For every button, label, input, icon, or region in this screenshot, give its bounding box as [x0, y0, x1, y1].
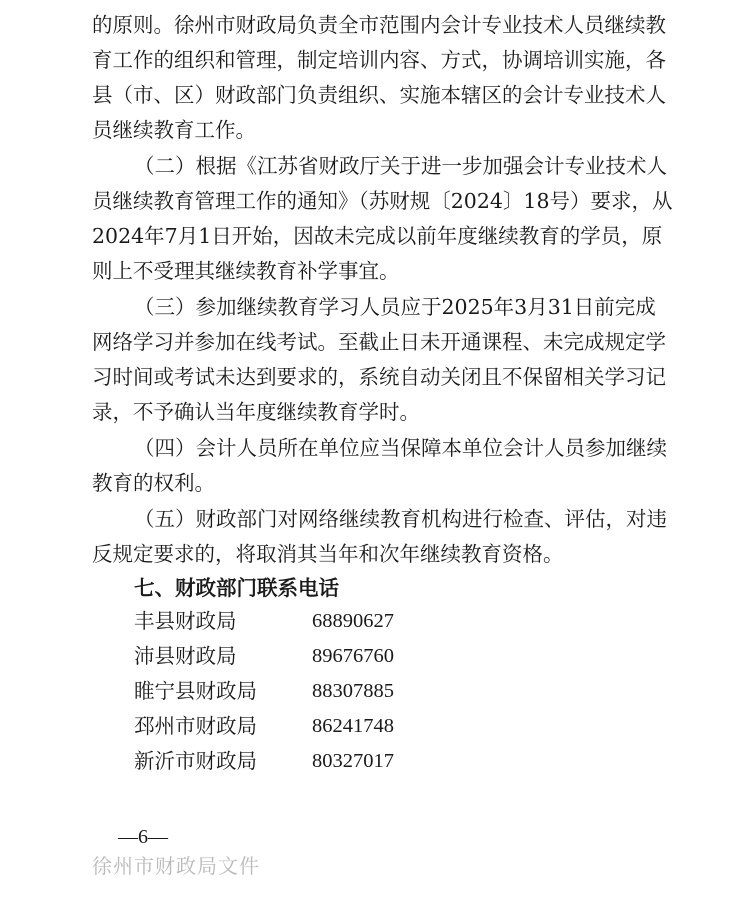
page-number: —6—: [118, 826, 168, 848]
footer-issuer: 徐州市财政局文件: [92, 854, 260, 878]
section-heading: 七、财政部门联系电话: [134, 576, 339, 600]
paragraph-line: 育工作的组织和管理，制定培训内容、方式，协调培训实施，各: [92, 48, 666, 72]
contact-phone: 88307885: [312, 680, 394, 702]
contact-name: 邳州市财政局: [134, 714, 257, 738]
paragraph-line: （三）参加继续教育学习人员应于2025年3月31日前完成: [134, 295, 656, 319]
contact-phone: 80327017: [312, 750, 394, 772]
paragraph-line: 县（市、区）财政部门负责组织、实施本辖区的会计专业技术人: [92, 83, 666, 107]
paragraph-line: 2024年7月1日开始，因故未完成以前年度继续教育的学员，原: [92, 224, 663, 248]
contact-name: 丰县财政局: [134, 609, 237, 633]
contact-name: 沛县财政局: [134, 644, 237, 668]
paragraph-line: 习时间或考试未达到要求的，系统自动关闭且不保留相关学习记: [92, 365, 666, 389]
contact-phone: 89676760: [312, 645, 394, 667]
paragraph-line: 网络学习并参加在线考试。至截止日未开通课程、未完成规定学: [92, 330, 666, 354]
contact-name: 睢宁县财政局: [134, 679, 257, 703]
paragraph-line: 反规定要求的，将取消其当年和次年继续教育资格。: [92, 542, 564, 566]
paragraph-line: 录，不予确认当年度继续教育学时。: [92, 400, 420, 424]
contact-name: 新沂市财政局: [134, 749, 257, 773]
contact-phone: 86241748: [312, 715, 394, 737]
paragraph-line: 员继续教育管理工作的通知》（苏财规〔2024〕18号）要求，从: [92, 189, 673, 213]
paragraph-line: （四）会计人员所在单位应当保障本单位会计人员参加继续: [134, 436, 667, 460]
paragraph-line: 教育的权利。: [92, 471, 215, 495]
paragraph-line: 则上不受理其继续教育补学事宜。: [92, 259, 400, 283]
paragraph-line: 的原则。徐州市财政局负责全市范围内会计专业技术人员继续教: [92, 13, 666, 37]
paragraph-line: （五）财政部门对网络继续教育机构进行检查、评估，对违: [134, 507, 667, 531]
paragraph-line: （二）根据《江苏省财政厅关于进一步加强会计专业技术人: [134, 154, 667, 178]
contact-phone: 68890627: [312, 610, 394, 632]
paragraph-line: 员继续教育工作。: [92, 118, 256, 142]
